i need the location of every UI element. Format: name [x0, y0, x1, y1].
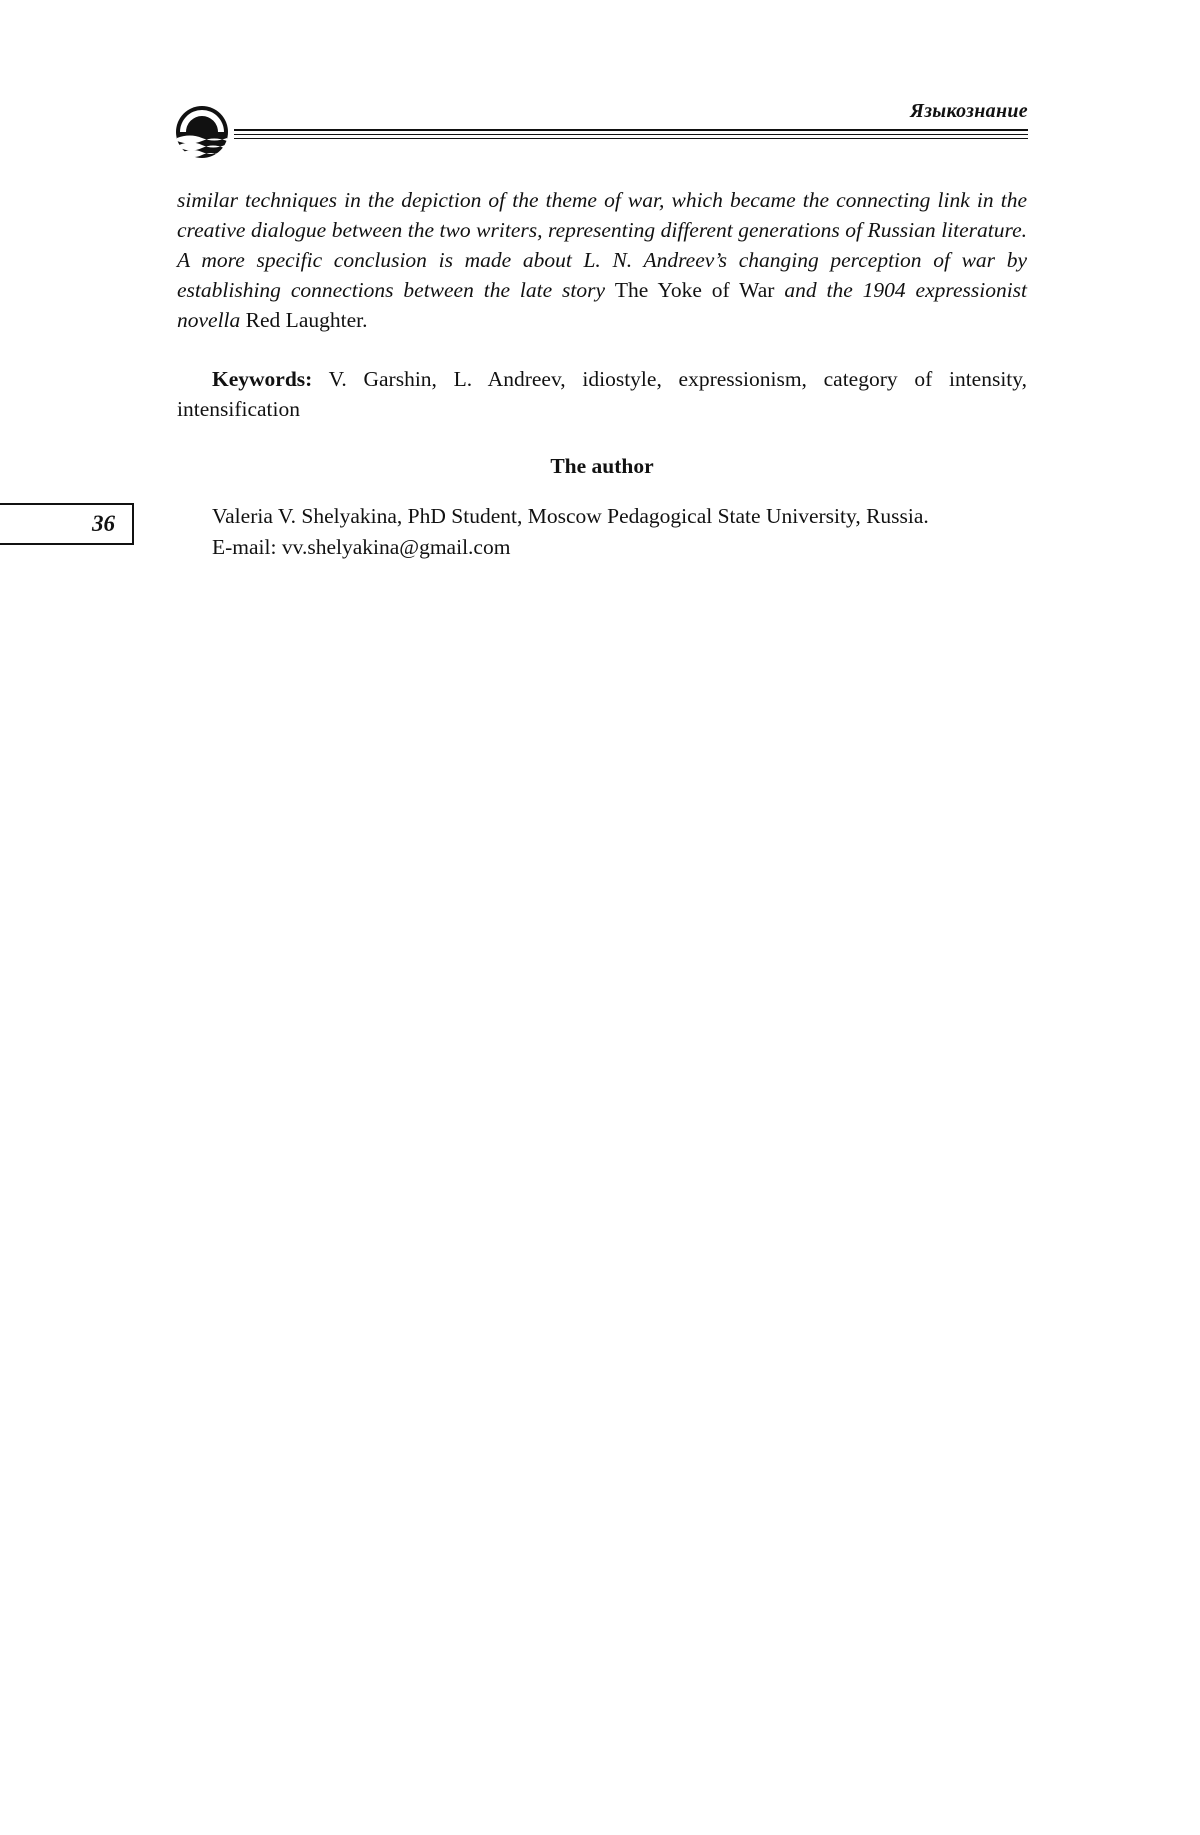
author-affiliation: Valeria V. Shelyakina, PhD Student, Moscow Pedagogical State University, Russia. — [212, 504, 929, 528]
abstract-text: similar techniques in the depiction of the theme of war, which became the connecting link in the creative dialogue between the two writers, representing different generations of Russian literature. A more specific conclusion is made about L. N. Andreev’s changing perception of war by establishing connections between the late story — [177, 188, 1027, 302]
section-title: Языкознание — [910, 100, 1028, 122]
author-info — [177, 501, 1027, 563]
keywords-paragraph — [177, 364, 1027, 424]
page-number: 36 — [0, 503, 134, 545]
journal-logo-icon — [174, 102, 236, 164]
keywords-label: Keywords: — [212, 367, 313, 391]
header-rule — [234, 129, 1028, 131]
author-heading: The author — [550, 454, 654, 478]
keywords-list: V. Garshin, L. Andreev, idiostyle, expressionism, category of intensity, intensification — [177, 367, 1027, 421]
abstract-paragraph — [177, 185, 1027, 335]
abstract-end: . — [362, 308, 368, 332]
work-title: The Yoke of War — [614, 278, 775, 302]
running-header — [174, 100, 1028, 150]
abstract-text: and the 1904 expressionist novella — [177, 278, 1028, 332]
header-rule — [234, 138, 1028, 139]
author-email: E-mail: vv.shelyakina@gmail.com — [212, 535, 511, 559]
work-title: Red Laughter — [245, 308, 363, 332]
header-rule — [234, 134, 1028, 135]
